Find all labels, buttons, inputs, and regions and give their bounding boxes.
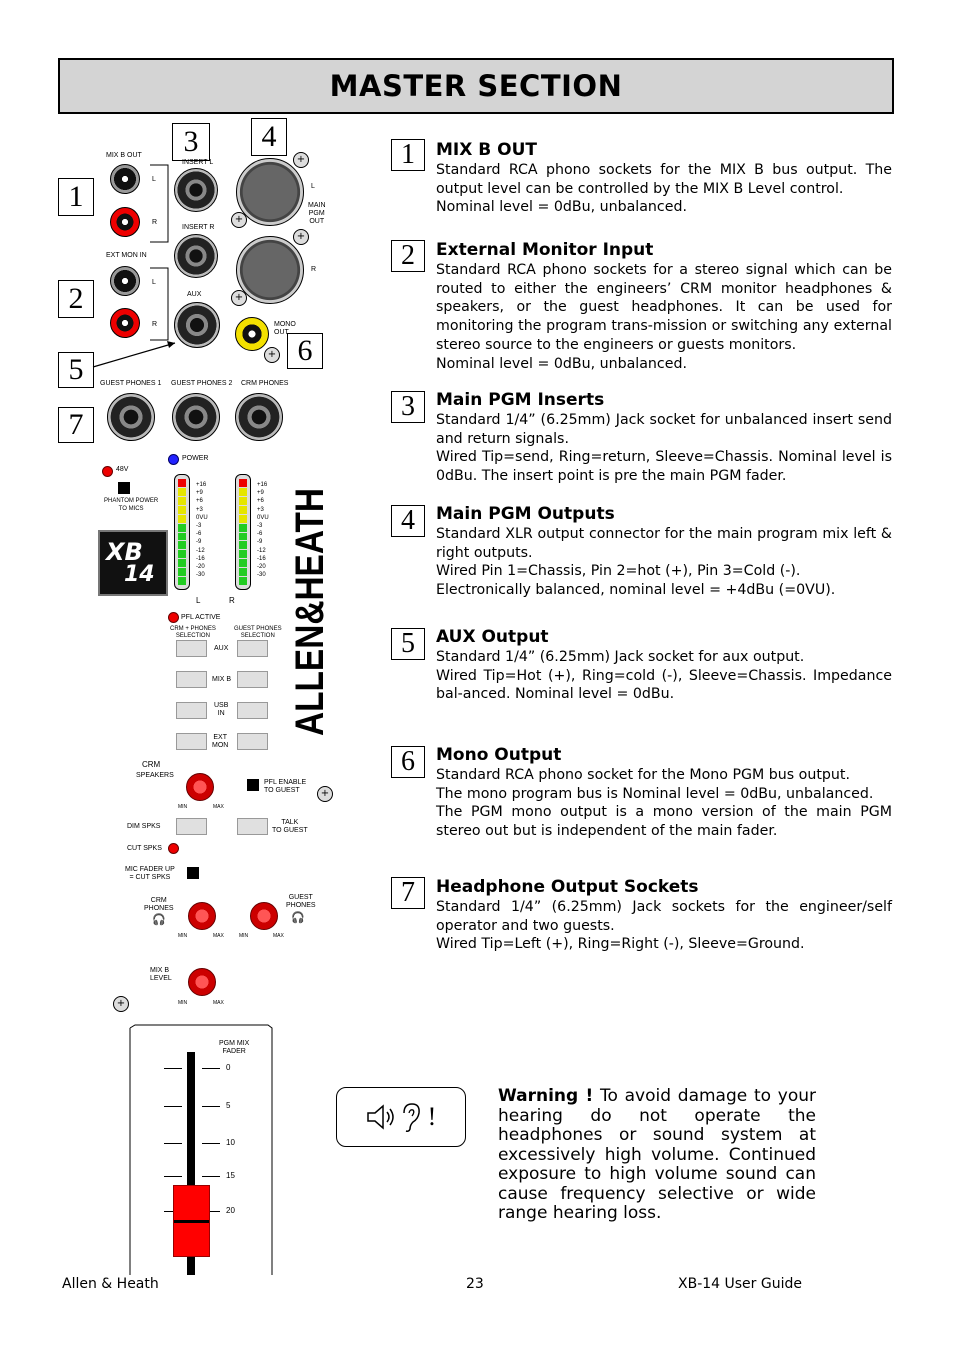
fader-tick-right bbox=[202, 1106, 220, 1107]
meter-segment bbox=[239, 541, 247, 549]
warning-body: To avoid damage to your hearing do not operate the headphones or sound system at excessively high volume. Continued exposure to high volume sound can cause frequency selective or wide range hearing loss. bbox=[498, 1086, 817, 1223]
meter-right bbox=[235, 474, 251, 590]
screw-icon: + bbox=[264, 347, 280, 363]
section-num-7: 7 bbox=[391, 877, 425, 909]
section-body: Wired Pin 1=Chassis, Pin 2=hot (+), Pin 3=Cold (-). bbox=[436, 563, 801, 580]
label-pfl-active: PFL ACTIVE bbox=[181, 614, 221, 621]
label-l-1: L bbox=[152, 176, 156, 183]
fader-scale-label: 0 bbox=[226, 1063, 231, 1072]
talk-to-guest-button bbox=[237, 818, 268, 835]
label-crm-phones-knob: CRM PHONES bbox=[144, 897, 174, 912]
crm-phones-jack bbox=[235, 393, 283, 441]
section-mono-output bbox=[436, 744, 892, 841]
section-external-monitor-input bbox=[436, 239, 892, 373]
fader-tick-right bbox=[202, 1068, 220, 1069]
section-body: Electronically balanced, nominal level = +4dBu (=0VU). bbox=[436, 582, 836, 599]
crm-usb-button bbox=[176, 702, 207, 719]
label-mix-b-level: MIX B LEVEL bbox=[150, 967, 172, 982]
section-body: Standard RCA phono socket for the Mono PGM bus output. bbox=[436, 767, 850, 783]
page-title: MASTER SECTION bbox=[329, 69, 623, 103]
section-title: Main PGM Inserts bbox=[436, 390, 605, 410]
meter-segment bbox=[178, 479, 186, 487]
meter-scale-label: -6 bbox=[257, 531, 263, 538]
meter-segment bbox=[239, 488, 247, 496]
guest-aux-button bbox=[237, 640, 268, 657]
label-sel-ext: EXT MON bbox=[212, 734, 229, 749]
meter-scale-label: -20 bbox=[196, 564, 205, 570]
meter-segment bbox=[239, 568, 247, 576]
meter-scale-label: 0VU bbox=[196, 514, 208, 521]
meter-segment bbox=[178, 541, 186, 549]
fader-scale-label: 15 bbox=[226, 1171, 235, 1180]
guest-mixb-button bbox=[237, 671, 268, 688]
label-crm: CRM bbox=[142, 760, 161, 769]
cut-spks-led bbox=[168, 843, 179, 854]
label-aux: AUX bbox=[187, 291, 202, 298]
meter-segment bbox=[239, 550, 247, 558]
meter-scale-label: +16 bbox=[196, 482, 207, 488]
allen-heath-brand bbox=[287, 438, 332, 738]
meter-segment bbox=[239, 533, 247, 541]
meter-segment bbox=[178, 550, 186, 558]
section-body: Standard 1/4” (6.25mm) Jack sockets for the engineer/self operator and two guests. bbox=[436, 899, 892, 934]
callout-7: 7 bbox=[58, 407, 94, 443]
section-main-pgm-outputs bbox=[436, 503, 892, 600]
meter-segment bbox=[178, 533, 186, 541]
fader-tick-left bbox=[164, 1176, 182, 1177]
section-body: Wired Tip=Left (+), Ring=Right (-), Sleeve=Ground. bbox=[436, 936, 805, 953]
section-num-6: 6 bbox=[391, 746, 425, 778]
meter-scale-label: -30 bbox=[196, 572, 205, 579]
label-insert-l: INSERT L bbox=[182, 159, 214, 166]
section-title: MIX B OUT bbox=[436, 140, 537, 160]
label-min-3: MIN bbox=[239, 933, 249, 939]
meter-segment bbox=[178, 568, 186, 576]
section-body: The mono program bus is Nominal level = 0dBu, unbalanced. bbox=[436, 785, 874, 802]
section-title: External Monitor Input bbox=[436, 240, 654, 260]
label-cut-spks: CUT SPKS bbox=[127, 845, 162, 852]
warning-symbol-box bbox=[336, 1087, 466, 1147]
label-insert-r: INSERT R bbox=[182, 224, 215, 231]
mix-b-out-l-socket bbox=[110, 164, 140, 194]
meter-segment bbox=[178, 524, 186, 532]
callout-6: 6 bbox=[287, 333, 323, 369]
speaker-icon bbox=[366, 1102, 400, 1132]
label-min-2: MIN bbox=[178, 933, 188, 939]
section-body: Nominal level = 0dBu, unbalanced. bbox=[436, 199, 687, 216]
label-min-1: MIN bbox=[178, 804, 188, 810]
section-body: Standard XLR output connector for the main program mix left & right outputs. bbox=[436, 526, 892, 561]
label-sel-usb: USB IN bbox=[214, 702, 229, 717]
crm-speakers-knob bbox=[186, 773, 214, 801]
meter-scale-label: +3 bbox=[196, 506, 203, 513]
callout-1: 1 bbox=[58, 178, 94, 216]
fader-tick-left bbox=[164, 1143, 182, 1144]
label-mic-fader: MIC FADER UP = CUT SPKS bbox=[125, 866, 175, 881]
guest-phones-knob bbox=[250, 902, 278, 930]
meter-scale-label: 0VU bbox=[257, 514, 269, 521]
callout-2: 2 bbox=[58, 280, 94, 318]
fader-tick-right bbox=[202, 1176, 220, 1177]
crm-ext-button bbox=[176, 733, 207, 750]
insert-r-jack bbox=[174, 234, 218, 278]
section-main-pgm-inserts bbox=[436, 389, 892, 486]
section-body: Standard RCA phono sockets for a stereo signal which can be routed to either the engineers’ CRM monitor headphones & speakers, or the guest headphones. It can be used for monitoring the program trans-mission or switching any external stereo source to the engineers or guests monitors. bbox=[436, 262, 892, 353]
ear-icon bbox=[400, 1101, 422, 1133]
fader-scale-label: 5 bbox=[226, 1101, 231, 1110]
meter-scale-label: +6 bbox=[196, 498, 203, 505]
label-max-1: MAX bbox=[213, 804, 224, 810]
meter-scale-label: -6 bbox=[196, 531, 202, 538]
meter-scale-label: -12 bbox=[257, 547, 266, 554]
fader-tick-left bbox=[164, 1068, 182, 1069]
fader-tick-left bbox=[164, 1106, 182, 1107]
section-aux-output bbox=[436, 626, 892, 704]
fader-cap-line bbox=[174, 1220, 209, 1223]
label-ext-mon-in: EXT MON IN bbox=[106, 252, 147, 259]
label-sel-mixb: MIX B bbox=[212, 676, 232, 683]
meter-scale-label: -9 bbox=[196, 539, 202, 546]
callout-5: 5 bbox=[58, 352, 94, 388]
label-meter-r: R bbox=[229, 596, 235, 605]
fader-tick-right bbox=[202, 1143, 220, 1144]
meter-scale-label: -9 bbox=[257, 539, 263, 546]
mix-b-out-r-socket bbox=[110, 207, 140, 237]
meter-segment bbox=[239, 497, 247, 505]
label-mix-b-out: MIX B OUT bbox=[106, 152, 142, 159]
meter-segment bbox=[178, 577, 186, 585]
ext-mon-in-r-socket bbox=[110, 308, 140, 338]
meter-segment bbox=[178, 515, 186, 523]
section-body: Nominal level = 0dBu, unbalanced. bbox=[436, 355, 687, 372]
aux-jack bbox=[174, 302, 220, 348]
label-max-4: MAX bbox=[213, 1000, 224, 1006]
label-speakers: SPEAKERS bbox=[136, 772, 174, 779]
label-r-1: R bbox=[152, 219, 158, 226]
crm-phones-knob bbox=[188, 902, 216, 930]
mono-out-socket bbox=[235, 317, 269, 351]
ext-mon-in-l-socket bbox=[110, 266, 140, 296]
fader-scale-label: 20 bbox=[226, 1206, 235, 1215]
meter-segment bbox=[239, 515, 247, 523]
meter-segment bbox=[178, 488, 186, 496]
meter-segment bbox=[239, 524, 247, 532]
guest-phones-1-jack bbox=[107, 393, 155, 441]
label-r-2: R bbox=[152, 321, 158, 328]
screw-icon: + bbox=[317, 786, 333, 802]
section-title: Main PGM Outputs bbox=[436, 504, 615, 524]
pfl-enable-switch bbox=[247, 779, 259, 791]
meter-segment bbox=[178, 497, 186, 505]
mic-fader-switch bbox=[187, 867, 199, 879]
meter-segment bbox=[178, 506, 186, 514]
section-num-5: 5 bbox=[391, 628, 425, 660]
meter-scale-label: -20 bbox=[257, 564, 266, 570]
section-body: Wired Tip=Hot (+), Ring=cold (-), Sleeve=Chassis. Impedance bal-anced. Nominal level = 0dBu. bbox=[436, 667, 892, 703]
headphones-icon: 🎧 bbox=[291, 912, 305, 924]
screw-icon: + bbox=[293, 152, 309, 168]
meter-segment bbox=[178, 559, 186, 567]
meter-scale-label: +16 bbox=[257, 482, 268, 488]
section-body: Standard RCA phono sockets for the MIX B bus output. The output level can be controlled by the MIX B Level control. bbox=[436, 162, 892, 197]
meter-scale-label: +9 bbox=[196, 490, 203, 497]
screw-icon: + bbox=[231, 290, 247, 306]
screw-icon: + bbox=[113, 996, 129, 1012]
label-guest-phones-selection: GUEST PHONES SELECTION bbox=[234, 626, 282, 639]
meter-scale-label: +3 bbox=[257, 506, 264, 513]
label-pgm-mix-fader: PGM MIX FADER bbox=[219, 1040, 250, 1055]
meter-scale-label: -16 bbox=[257, 555, 266, 562]
section-body: The PGM mono output is a mono version of the main PGM stereo out but is independent of the main fader. bbox=[436, 804, 892, 840]
logo-xb: XB bbox=[106, 538, 143, 566]
guest-phones-2-jack bbox=[172, 393, 220, 441]
label-pfl-enable: PFL ENABLE TO GUEST bbox=[264, 779, 307, 794]
48v-led bbox=[102, 466, 113, 477]
label-main-r: R bbox=[311, 266, 317, 273]
phantom-power-switch bbox=[118, 482, 130, 494]
label-guest-phones-knob: GUEST PHONES bbox=[286, 894, 316, 909]
insert-l-jack bbox=[174, 168, 218, 212]
crm-aux-button bbox=[176, 640, 207, 657]
section-num-2: 2 bbox=[391, 240, 425, 272]
pgm-fader-cap bbox=[173, 1185, 210, 1257]
guest-ext-button bbox=[237, 733, 268, 750]
meter-scale-label: -30 bbox=[257, 572, 266, 579]
meter-segment bbox=[239, 479, 247, 487]
section-title: Headphone Output Sockets bbox=[436, 877, 699, 897]
section-num-4: 4 bbox=[391, 505, 425, 537]
footer-page-number: 23 bbox=[466, 1276, 484, 1292]
headphones-icon: 🎧 bbox=[152, 914, 166, 926]
section-body: Wired Tip=send, Ring=return, Sleeve=Chassis. Nominal level is 0dBu. The insert point is pre the main PGM fader. bbox=[436, 449, 892, 485]
label-min-4: MIN bbox=[178, 1000, 188, 1006]
footer-right: XB-14 User Guide bbox=[678, 1276, 802, 1292]
label-main-l: L bbox=[311, 183, 315, 190]
meter-scale-label: +9 bbox=[257, 490, 264, 497]
section-body: Standard 1/4” (6.25mm) Jack socket for unbalanced insert send and return signals. bbox=[436, 412, 892, 447]
meter-segment bbox=[239, 506, 247, 514]
dim-spks-button bbox=[176, 818, 207, 835]
screw-icon: + bbox=[231, 212, 247, 228]
label-guest-phones-1: GUEST PHONES 1 bbox=[100, 380, 162, 387]
fader-scale-label: 10 bbox=[226, 1138, 235, 1147]
label-48v: 48V bbox=[116, 466, 129, 473]
section-title: AUX Output bbox=[436, 627, 549, 647]
label-crm-phones: CRM PHONES bbox=[241, 380, 289, 387]
warning-lead: Warning ! bbox=[498, 1086, 594, 1106]
callout-3: 3 bbox=[172, 123, 210, 161]
meter-scale-label: +6 bbox=[257, 498, 264, 505]
meter-segment bbox=[239, 559, 247, 567]
callout-4: 4 bbox=[251, 118, 287, 156]
footer-left: Allen & Heath bbox=[62, 1276, 159, 1292]
meter-scale-label: -3 bbox=[257, 523, 263, 529]
warning-exclamation: ! bbox=[427, 1102, 437, 1131]
power-led bbox=[168, 454, 179, 465]
label-phantom: PHANTOM POWER TO MICS bbox=[104, 498, 159, 512]
section-num-1: 1 bbox=[391, 139, 425, 171]
xb14-logo bbox=[98, 530, 168, 596]
label-talk: TALK TO GUEST bbox=[272, 819, 308, 834]
label-mono-out: MONO OUT bbox=[274, 321, 296, 336]
meter-scale-label: -12 bbox=[196, 547, 205, 554]
warning-text bbox=[498, 1087, 816, 1224]
meter-scale-label: -16 bbox=[196, 555, 205, 562]
label-crm-phones-selection: CRM + PHONES SELECTION bbox=[170, 626, 216, 639]
pfl-active-led bbox=[168, 612, 179, 623]
label-sel-aux: AUX bbox=[214, 645, 229, 652]
label-max-3: MAX bbox=[273, 933, 284, 939]
brand-text: ALLEN&HEATH bbox=[288, 438, 332, 736]
logo-14: 14 bbox=[124, 562, 155, 587]
meter-segment bbox=[239, 577, 247, 585]
section-headphone-output-sockets bbox=[436, 876, 892, 954]
section-num-3: 3 bbox=[391, 391, 425, 423]
mix-b-level-knob bbox=[188, 968, 216, 996]
section-title: Mono Output bbox=[436, 745, 562, 765]
label-dim-spks: DIM SPKS bbox=[127, 823, 161, 830]
label-max-2: MAX bbox=[213, 933, 224, 939]
section-body: Standard 1/4” (6.25mm) Jack socket for aux output. bbox=[436, 649, 805, 665]
crm-mixb-button bbox=[176, 671, 207, 688]
label-l-2: L bbox=[152, 279, 156, 286]
screw-icon: + bbox=[293, 229, 309, 245]
meter-left bbox=[174, 474, 190, 590]
label-guest-phones-2: GUEST PHONES 2 bbox=[171, 380, 233, 387]
guest-usb-button bbox=[237, 702, 268, 719]
section-mix-b-out bbox=[436, 139, 892, 217]
label-power: POWER bbox=[182, 455, 209, 462]
meter-scale-label: -3 bbox=[196, 523, 202, 529]
label-meter-l: L bbox=[196, 596, 201, 605]
label-main-pgm-out: MAIN PGM OUT bbox=[308, 202, 326, 225]
